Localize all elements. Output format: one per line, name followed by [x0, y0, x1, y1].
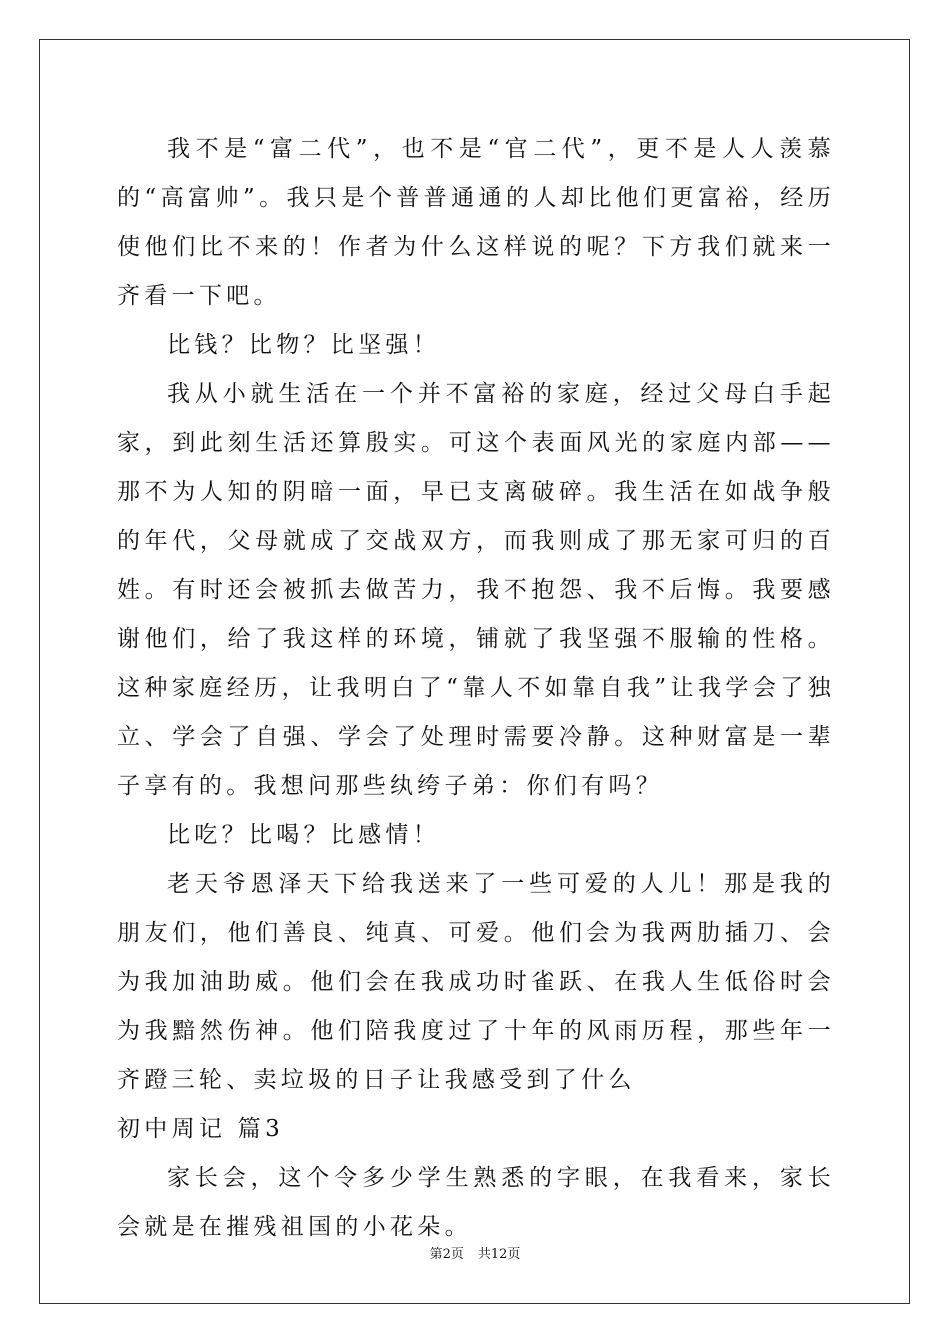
page-total: 共12页	[477, 1247, 521, 1262]
paragraph-intro: 我不是“富二代”，也不是“官二代”，更不是人人羡慕的“高富帅”。我只是个普普通通的人却比他们更富裕，经历使他们比不来的！作者为什么这样说的呢？下方我们就来一齐看一下吧。	[117, 136, 835, 309]
page-footer	[0, 1246, 950, 1264]
paragraph-parents-meeting: 家长会，这个令多少学生熟悉的字眼，在我看来，家长会就是在摧残祖国的小花朵。	[117, 1165, 835, 1240]
paragraph-subheading-1: 比钱？比物？比坚强！	[167, 332, 440, 358]
section-heading: 初中周记 篇3	[117, 1116, 285, 1142]
page-number: 第2页	[429, 1247, 464, 1262]
paragraph-subheading-2: 比吃？比喝？比感情！	[167, 822, 440, 848]
paragraph-family: 我从小就生活在一个并不富裕的家庭，经过父母白手起家，到此刻生活还算殷实。可这个表面风光的家庭内部——那不为人知的阴暗一面，早已支离破碎。我生活在如战争般的年代，父母就成了交战双方，而我则成了那无家可归的百姓。有时还会被抓去做苦力，我不抱怨、我不后悔。我要感谢他们，给了我这样的环境，铺就了我坚强不服输的性格。这种家庭经历，让我明白了“靠人不如靠自我”让我学会了独立、学会了自强、学会了处理时需要冷静。这种财富是一辈子享有的。我想问那些纨绔子弟：你们有吗？	[117, 381, 835, 799]
document-body	[117, 125, 835, 1252]
paragraph-friends: 老天爷恩泽天下给我送来了一些可爱的人儿！那是我的朋友们，他们善良、纯真、可爱。他们会为我两肋插刀、会为我加油助威。他们会在我成功时雀跃、在我人生低俗时会为我黯然伤神。他们陪我度过了十年的风雨历程，那些年一齐蹬三轮、卖垃圾的日子让我感受到了什么	[117, 871, 835, 1093]
